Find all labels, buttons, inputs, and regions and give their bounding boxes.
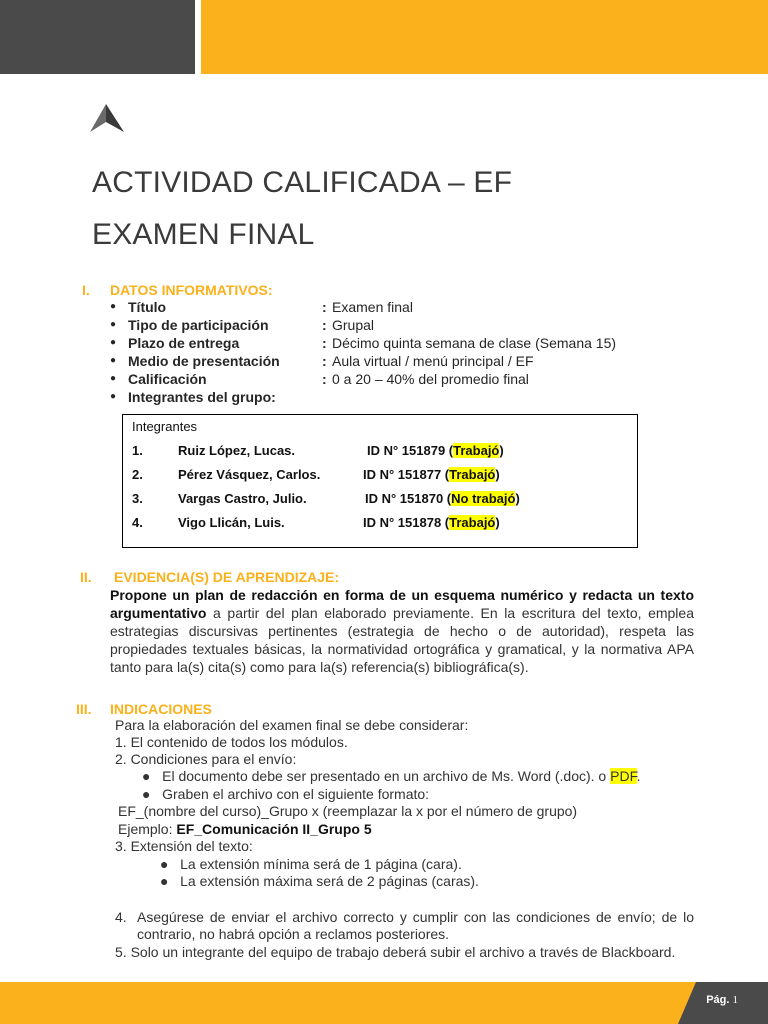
evidence-paragraph: Propone un plan de redacción en forma de un esquema numérico y redacta un texto argumentativo a partir del plan elaborado previamente. En la escritura del texto, emplea estrategias discursivas pertinentes (estrategia de hecho o de autoridad), respeta las propiedades textuales básicas, la normatividad ortográfica y gramatical, y la normativa APA tanto para la(s) cita(s) como para la(s) referencia(s) bibliográfica(s). — [110, 587, 694, 675]
group-members-table: Integrantes 1. Ruiz López, Lucas. ID N° 151879 (Trabajó) 2. Pérez Vásquez, Carlos. ID N° 151877 (Trabajó) 3. Vargas Castro, Julio. ID N° 151870 (No trabajó) 4. Vigo Llicán, Luis. ID N° 151878 (Trabajó) — [122, 414, 638, 548]
header-yellow-bar — [201, 0, 768, 74]
navigation-arrow-icon — [88, 102, 128, 134]
indication-bullet: ● La extensión mínima será de 1 página (cara). — [160, 856, 462, 872]
indications-intro: Para la elaboración del examen final se debe considerar: — [115, 717, 469, 733]
status-badge: Trabajó — [449, 515, 496, 530]
indication-item: 1. El contenido de todos los módulos. — [115, 734, 348, 750]
indication-bullet: ● El documento debe ser presentado en un archivo de Ms. Word (.doc). o PDF. — [142, 768, 641, 784]
pdf-highlight: PDF — [610, 768, 637, 784]
section-3-heading — [76, 701, 212, 717]
page-number: Pág. 1 — [706, 994, 738, 1006]
footer-bar — [0, 982, 768, 1024]
file-format-text: EF_(nombre del curso)_Grupo x (reemplazar la x por el número de grupo) — [118, 803, 578, 819]
group-table-title: Integrantes — [132, 419, 198, 434]
indication-item: 5. Solo un integrante del equipo de trabajo deberá subir el archivo a través de Blackboard. — [115, 944, 676, 960]
file-example: Ejemplo: EF_Comunicación II_Grupo 5 — [118, 821, 372, 837]
header-gray-bar — [0, 0, 195, 74]
section-1-title: DATOS INFORMATIVOS: — [110, 282, 273, 298]
page-title: ACTIVIDAD CALIFICADA – EF — [92, 166, 513, 199]
section-3-title: INDICACIONES — [110, 701, 212, 717]
indication-item: 3. Extensión del texto: — [115, 838, 253, 854]
indication-bullet: ● La extensión máxima será de 2 páginas (caras). — [160, 873, 479, 889]
section-2-heading — [80, 569, 339, 585]
status-badge: No trabajó — [451, 491, 516, 506]
indication-item-number: 4. — [115, 909, 127, 925]
page-subtitle: EXAMEN FINAL — [92, 218, 315, 251]
section-2-number: II. — [80, 569, 92, 585]
section-3-number: III. — [76, 701, 92, 717]
status-badge: Trabajó — [449, 467, 496, 482]
section-2-title: EVIDENCIA(S) DE APRENDIZAJE: — [114, 569, 340, 585]
indication-bullet: ● Graben el archivo con el siguiente formato: — [142, 786, 430, 802]
section-1-number: I. — [82, 282, 90, 298]
indication-item: 2. Condiciones para el envío: — [115, 751, 297, 767]
section-1-heading — [82, 282, 273, 298]
status-badge: Trabajó — [453, 443, 500, 458]
indication-item: Asegúrese de enviar el archivo correcto y cumplir con las condiciones de envío; de lo contrario, no habrá opción a reclamos posteriores. — [137, 909, 694, 942]
